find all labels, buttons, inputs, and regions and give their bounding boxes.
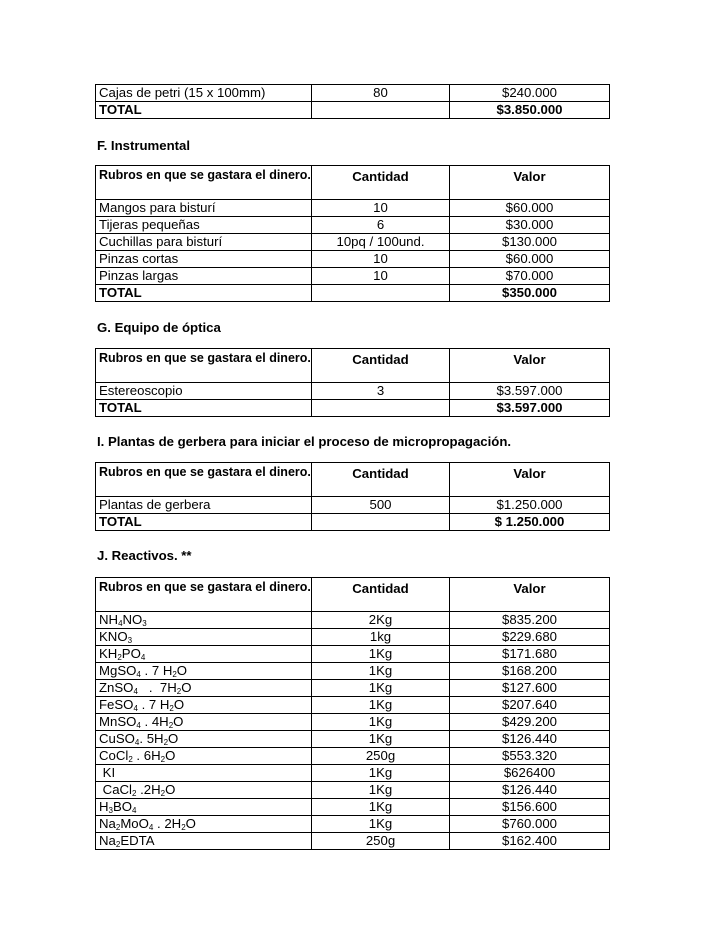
item-name: MnSO$_4$ . $4H_2O$ (96, 714, 312, 731)
item-value: $429.200 (450, 714, 610, 731)
item-name: CaCl$_2$ $.2H_2O$ (96, 782, 312, 799)
item-value: $553.320 (450, 748, 610, 765)
item-name: Pinzas largas (96, 268, 312, 285)
header-value: Valor (450, 166, 610, 200)
table-row (96, 629, 610, 646)
table-row (96, 765, 610, 782)
item-name: CuSO$_4$. $5H_2O$ (96, 731, 312, 748)
item-name: Plantas de gerbera (96, 497, 312, 514)
total-qty (312, 400, 450, 417)
item-name: $KH_2PO_4$ (96, 646, 312, 663)
table-optica (95, 348, 610, 417)
item-value: $127.600 (450, 680, 610, 697)
table-row (96, 383, 610, 400)
item-quantity: 10 (312, 251, 450, 268)
table-cajas-continuation (95, 84, 610, 119)
item-value: $30.000 (450, 217, 610, 234)
header-name: Rubros en que se gastara el dinero. (96, 349, 312, 383)
item-name: $Na_2MoO_4$ . $2H_2O$ (96, 816, 312, 833)
total-label: TOTAL (96, 285, 312, 302)
item-name: MgSO$_4$ . 7 $H_2O$ (96, 663, 312, 680)
item-value: $126.440 (450, 731, 610, 748)
table-row (96, 833, 610, 850)
header-value: Valor (450, 578, 610, 612)
header-qty: Cantidad (312, 463, 450, 497)
item-name: $Na_2EDTA$ (96, 833, 312, 850)
table-row (96, 612, 610, 629)
item-name: KI (96, 765, 312, 782)
item-value: $162.400 (450, 833, 610, 850)
header-row (96, 349, 610, 383)
item-name: Estereoscopio (96, 383, 312, 400)
section-title-i: I. Plantas de gerbera para iniciar el proceso de micropropagación. (97, 434, 512, 449)
table-plantas (95, 462, 610, 531)
header-qty: Cantidad (312, 166, 450, 200)
item-quantity: 1Kg (312, 799, 450, 816)
rows-g (96, 383, 610, 400)
rows-t0 (96, 85, 610, 102)
header-qty: Cantidad (312, 349, 450, 383)
item-name: Tijeras pequeñas (96, 217, 312, 234)
table-row (96, 697, 610, 714)
item-name: ZnSO$_4$ . $7H_2O$ (96, 680, 312, 697)
total-row (96, 102, 610, 119)
item-value: $626400 (450, 765, 610, 782)
item-value: $171.680 (450, 646, 610, 663)
header-row (96, 578, 610, 612)
item-value: $60.000 (450, 251, 610, 268)
item-name: Cuchillas para bisturí (96, 234, 312, 251)
total-row (96, 400, 610, 417)
table-row (96, 646, 610, 663)
table-row (96, 748, 610, 765)
item-quantity: 10pq / 100und. (312, 234, 450, 251)
total-qty (312, 102, 450, 119)
table-row (96, 782, 610, 799)
table-row (96, 234, 610, 251)
item-value: $60.000 (450, 200, 610, 217)
header-name: Rubros en que se gastara el dinero. (96, 166, 312, 200)
item-quantity: 3 (312, 383, 450, 400)
item-value: $760.000 (450, 816, 610, 833)
item-value: $240.000 (450, 85, 610, 102)
table-reactivos (95, 577, 610, 850)
total-value: $ 1.250.000 (450, 514, 610, 531)
item-value: $156.600 (450, 799, 610, 816)
item-value: $70.000 (450, 268, 610, 285)
item-quantity: 1Kg (312, 663, 450, 680)
item-name: $H_3BO_4$ (96, 799, 312, 816)
header-row (96, 166, 610, 200)
header-name: Rubros en que se gastara el dinero. (96, 578, 312, 612)
item-quantity: 1Kg (312, 782, 450, 799)
item-value: $126.440 (450, 782, 610, 799)
total-label: TOTAL (96, 400, 312, 417)
item-quantity: 250g (312, 833, 450, 850)
header-name: Rubros en que se gastara el dinero. (96, 463, 312, 497)
table-row (96, 497, 610, 514)
total-row (96, 514, 610, 531)
item-name: Mangos para bisturí (96, 200, 312, 217)
table-row (96, 663, 610, 680)
table-row (96, 268, 610, 285)
header-row (96, 463, 610, 497)
item-quantity: 1kg (312, 629, 450, 646)
item-quantity: 1Kg (312, 731, 450, 748)
item-value: $835.200 (450, 612, 610, 629)
total-qty (312, 285, 450, 302)
total-row (96, 285, 610, 302)
table-row (96, 200, 610, 217)
total-value: $3.597.000 (450, 400, 610, 417)
item-quantity: 10 (312, 200, 450, 217)
item-quantity: 10 (312, 268, 450, 285)
item-quantity: 2Kg (312, 612, 450, 629)
item-value: $3.597.000 (450, 383, 610, 400)
total-qty (312, 514, 450, 531)
rows-j (96, 612, 610, 850)
item-name: FeSO$_4$ . 7 $H_2O$ (96, 697, 312, 714)
item-quantity: 80 (312, 85, 450, 102)
table-row (96, 816, 610, 833)
table-row (96, 217, 610, 234)
item-quantity: 500 (312, 497, 450, 514)
item-value: $130.000 (450, 234, 610, 251)
rows-i (96, 497, 610, 514)
item-quantity: 250g (312, 748, 450, 765)
item-quantity: 1Kg (312, 714, 450, 731)
item-name: $NH_4NO_3$ (96, 612, 312, 629)
item-value: $229.680 (450, 629, 610, 646)
item-quantity: 1Kg (312, 680, 450, 697)
item-name: Cajas de petri (15 x 100mm) (96, 85, 312, 102)
total-value: $350.000 (450, 285, 610, 302)
item-value: $168.200 (450, 663, 610, 680)
total-value: $3.850.000 (450, 102, 610, 119)
item-quantity: 1Kg (312, 816, 450, 833)
item-quantity: 6 (312, 217, 450, 234)
table-row (96, 799, 610, 816)
item-quantity: 1Kg (312, 646, 450, 663)
table-row (96, 85, 610, 102)
rows-f (96, 200, 610, 285)
section-title-g: G. Equipo de óptica (97, 320, 221, 335)
header-qty: Cantidad (312, 578, 450, 612)
item-quantity: 1Kg (312, 697, 450, 714)
table-row (96, 680, 610, 697)
table-row (96, 714, 610, 731)
total-label: TOTAL (96, 102, 312, 119)
table-instrumental (95, 165, 610, 302)
item-value: $207.640 (450, 697, 610, 714)
header-value: Valor (450, 463, 610, 497)
section-title-j: J. Reactivos. ** (97, 548, 192, 563)
table-row (96, 731, 610, 748)
item-value: $1.250.000 (450, 497, 610, 514)
item-name: Pinzas cortas (96, 251, 312, 268)
total-label: TOTAL (96, 514, 312, 531)
header-value: Valor (450, 349, 610, 383)
item-name: CoCl$_2$ . $6H_2O$ (96, 748, 312, 765)
table-row (96, 251, 610, 268)
item-quantity: 1Kg (312, 765, 450, 782)
section-title-f: F. Instrumental (97, 138, 191, 153)
item-name: $KNO_3$ (96, 629, 312, 646)
